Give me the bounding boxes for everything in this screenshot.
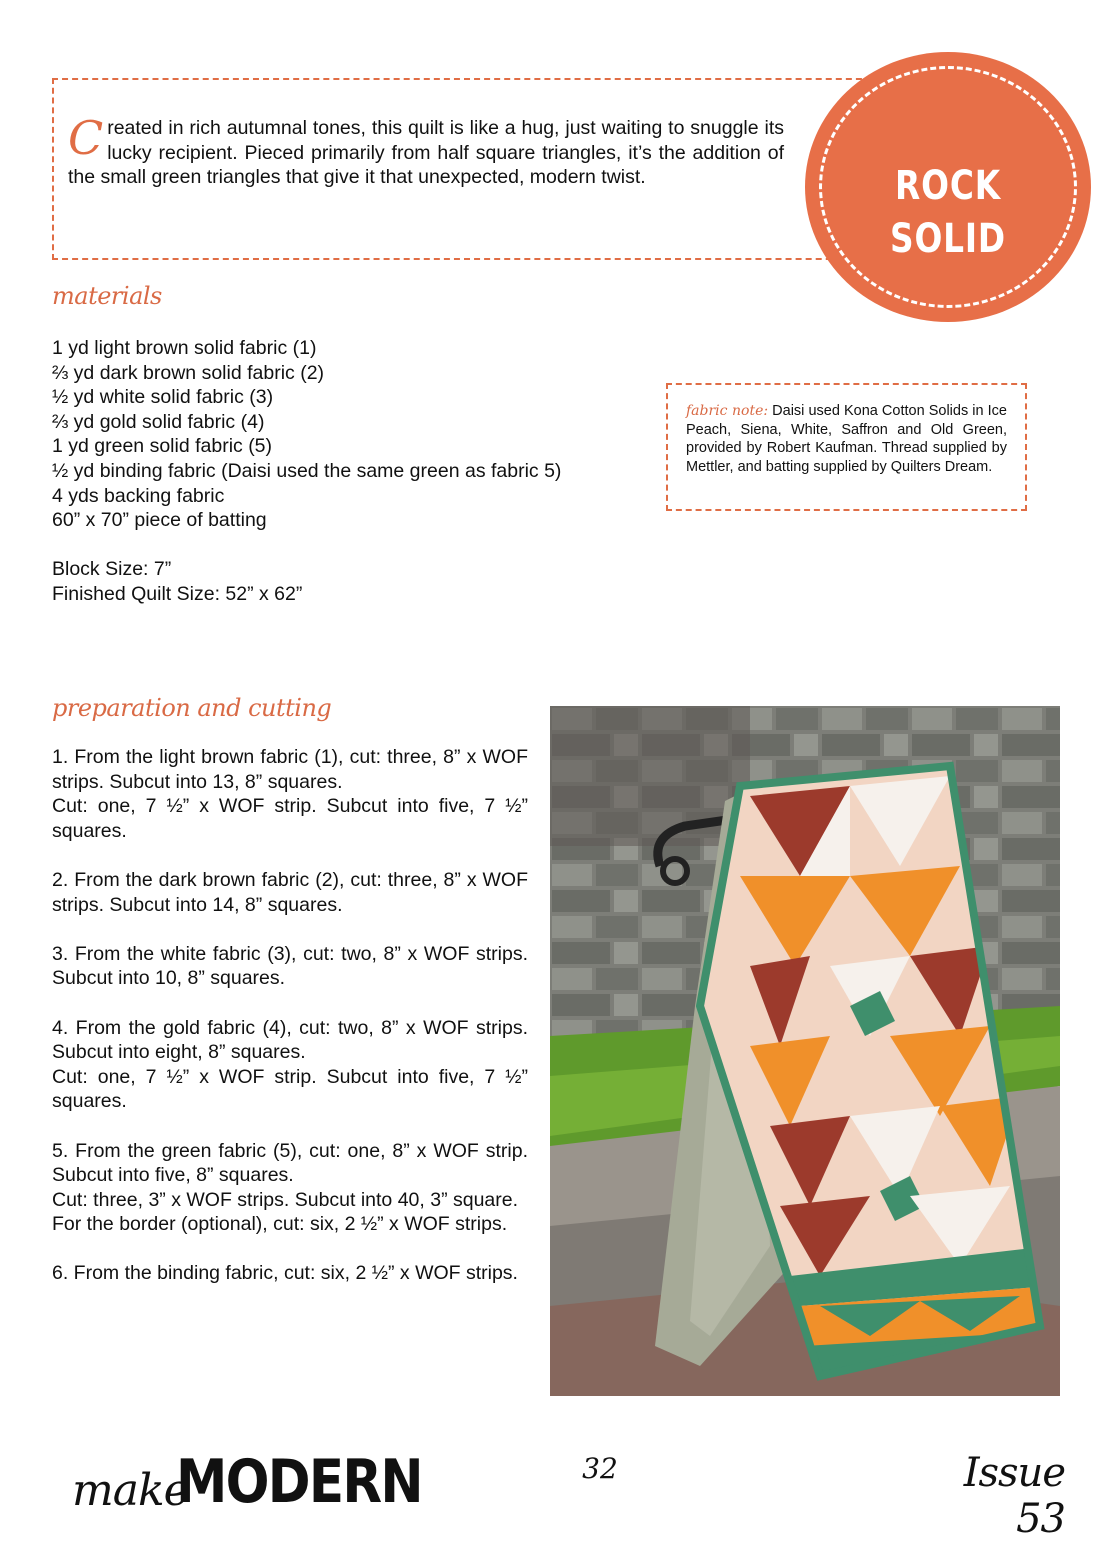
materials-heading: materials <box>52 282 162 310</box>
quilt-photo-illustration <box>550 706 1060 1396</box>
intro-paragraph <box>68 111 784 190</box>
materials-item: ½ yd binding fabric (Daisi used the same green as fabric 5) <box>52 459 562 482</box>
issue-number: Issue 53 <box>963 1450 1065 1542</box>
title-line-2: SOLID <box>890 216 1006 262</box>
size-info <box>52 557 302 606</box>
materials-item: ⅔ yd dark brown solid fabric (2) <box>52 361 325 384</box>
materials-item: 60” x 70” piece of batting <box>52 509 267 532</box>
preparation-step-line: 4. From the gold fabric (4), cut: two, 8” x WOF strips. Subcut into eight, 8” squares. <box>52 1016 528 1064</box>
preparation-step-line: 2. From the dark brown fabric (2), cut: three, 8” x WOF strips. Subcut into 14, 8” squares. <box>52 868 528 916</box>
preparation-step <box>52 942 528 991</box>
make-modern-logo <box>72 1445 422 1525</box>
preparation-step-line: Cut: one, 7 ½” x WOF strip. Subcut into five, 7 ½” squares. <box>52 1065 528 1113</box>
materials-item: 4 yds backing fabric <box>52 484 225 507</box>
preparation-heading: preparation and cutting <box>52 694 332 722</box>
dropcap: C <box>68 111 104 165</box>
preparation-step-line: 5. From the green fabric (5), cut: one, 8” x WOF strip. Subcut into five, 8” squares. <box>52 1139 528 1187</box>
materials-item: ⅔ yd gold solid fabric (4) <box>52 410 265 433</box>
materials-item: 1 yd green solid fabric (5) <box>52 435 273 458</box>
fabric-note-text: Daisi used Kona Cotton Solids in Ice Peach, Siena, White, Saffron and Old Green, provided by Robert Kaufman. Thread supplied by Mettler, and batting supplied by Quilters Dream. <box>686 403 1007 475</box>
preparation-step-line: Cut: three, 3” x WOF strips. Subcut into 40, 3” square. <box>52 1188 519 1211</box>
materials-item: ½ yd white solid fabric (3) <box>52 386 274 409</box>
preparation-step-line: 6. From the binding fabric, cut: six, 2 ½” x WOF strips. <box>52 1262 518 1285</box>
preparation-step-line: Cut: one, 7 ½” x WOF strip. Subcut into five, 7 ½” squares. <box>52 795 528 842</box>
logo-modern-text: MODERN <box>176 1447 422 1517</box>
preparation-step <box>52 1016 528 1114</box>
page-number: 32 <box>582 1452 618 1485</box>
title-line-1: ROCK <box>895 163 1001 209</box>
materials-list <box>52 336 561 533</box>
preparation-step-line: For the border (optional), cut: six, 2 ½” x WOF strips. <box>52 1213 508 1236</box>
preparation-step <box>52 1139 528 1237</box>
logo-make-text: make <box>72 1465 189 1516</box>
preparation-step <box>52 745 528 843</box>
title-badge <box>805 52 1091 322</box>
preparation-steps <box>52 745 528 1311</box>
preparation-step-line: 3. From the white fabric (3), cut: two, 8” x WOF strips. Subcut into 10, 8” squares. <box>52 942 528 990</box>
preparation-step <box>52 1261 528 1286</box>
preparation-step-line: 1. From the light brown fabric (1), cut: three, 8” x WOF strips. Subcut into 13, 8” squares. <box>52 746 528 793</box>
intro-text: reated in rich autumnal tones, this quilt is like a hug, just waiting to snuggle its lucky recipient. Pieced primarily from half square triangles, it’s the addition of the small green triangles that give it that unexpected, modern twist. <box>68 117 784 188</box>
quilt-photo <box>550 706 1060 1396</box>
block-size: Block Size: 7” <box>52 558 172 580</box>
materials-item: 1 yd light brown solid fabric (1) <box>52 337 317 359</box>
preparation-step <box>52 868 528 917</box>
fabric-note-label: fabric note: <box>686 403 769 419</box>
fabric-note-box <box>666 383 1027 511</box>
finished-size: Finished Quilt Size: 52” x 62” <box>52 582 303 605</box>
pattern-title <box>831 160 1066 266</box>
